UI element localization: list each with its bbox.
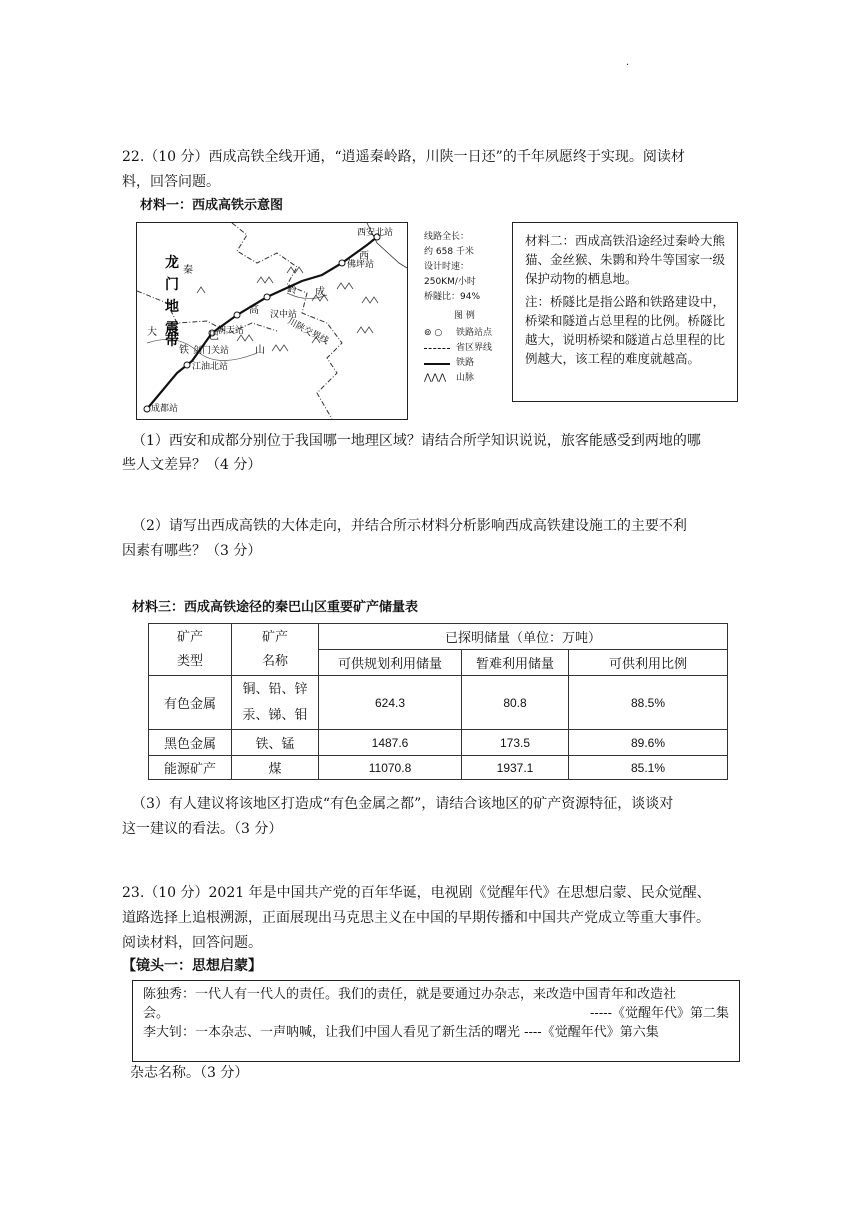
legend-item xyxy=(424,326,510,341)
map-region-label: 铁 xyxy=(179,345,189,356)
map-station-label: 佛坪站 xyxy=(347,260,375,270)
q22-sub2-line1: （2）请写出西成高铁的大体走向，并结合所示材料分析影响西成高铁建设施工的主要不利 xyxy=(132,518,687,534)
q22-line2: 料，回答问题。 xyxy=(122,174,220,190)
cell-value: 1937.1 xyxy=(462,756,569,780)
map-info xyxy=(424,230,510,386)
cell-type: 有色金属 xyxy=(149,676,232,730)
map-region-label: 西 xyxy=(359,251,369,262)
mountain-icon: ⋀⋀⋀ xyxy=(424,373,447,383)
legend-label: 省区界线 xyxy=(456,343,493,353)
map-station-label: 汉中站 xyxy=(270,310,298,320)
quote1-end: 会。 xyxy=(143,1006,170,1021)
railway-line-icon xyxy=(424,363,450,365)
cell-name: 煤 xyxy=(232,756,319,780)
map-region-label: 秦 xyxy=(183,265,193,276)
cell-value: 624.3 xyxy=(319,676,462,730)
material1-title: 材料一：西成高铁示意图 xyxy=(140,198,284,213)
map-region-label: 巴 xyxy=(209,331,219,342)
map-region-label: 带 xyxy=(165,333,179,349)
map-info-line: 250KM/小时 xyxy=(424,277,476,287)
q22-sub3-line2: 这一建议的看法。（3 分） xyxy=(122,821,283,837)
map-station-label: 江油北站 xyxy=(192,362,229,372)
cell-value: 80.8 xyxy=(462,676,569,730)
minerals-table xyxy=(148,623,728,780)
material2-box xyxy=(512,222,738,402)
table-row xyxy=(149,756,728,780)
legend-item xyxy=(424,371,510,386)
map-region-label: 山 xyxy=(255,345,265,356)
cell-name: 铁、锰 xyxy=(232,730,319,756)
map-station-label: 剑门关站 xyxy=(193,346,230,356)
map-region-label: 地 xyxy=(165,299,179,315)
map-region-label: 川陕交界线 xyxy=(285,316,331,347)
q22-line1: 22.（10 分）西成高铁全线开通，“逍遥秦岭路，川陕一日还”的千年夙愿终于实现。阅读材 xyxy=(122,149,685,165)
legend-item xyxy=(424,341,510,356)
map-info-line: 设计时速： xyxy=(424,262,470,272)
legend-label: 山脉 xyxy=(456,373,475,383)
q23-line1: 23.（10 分）2021 年是中国共产党的百年华诞，电视剧《觉醒年代》在思想启蒙、民众觉醒、 xyxy=(122,885,711,901)
table-row xyxy=(149,676,728,730)
map-station-label: 西安北站 xyxy=(357,228,394,238)
map-region-label: 岭 xyxy=(287,285,297,296)
cell-type: 能源矿产 xyxy=(149,756,232,780)
map-region-label: 大 xyxy=(147,327,157,338)
q22-sub2-line2: 因素有哪些？（3 分） xyxy=(122,543,262,559)
table-row xyxy=(149,730,728,756)
quote-box xyxy=(132,980,740,1062)
railway-map-drawing xyxy=(137,223,407,419)
map-info-line: 桥隧比：94% xyxy=(424,292,481,302)
cell-value: 173.5 xyxy=(462,730,569,756)
legend-item xyxy=(424,356,510,371)
railway-map xyxy=(136,222,408,420)
map-region-label: 成 xyxy=(315,287,325,298)
q22-sub3-line1: （3）有人建议将该地区打造成“有色金属之都”，请结合该地区的矿产资源特征，谈谈对 xyxy=(132,796,674,812)
map-region-label: 龙 xyxy=(165,255,179,271)
material2-text: 材料二：西成高铁沿途经过秦岭大熊猫、金丝猴、朱鹮和羚牛等国家一级保护动物的栖息地。 xyxy=(525,233,726,286)
header-col: 可供利用比例 xyxy=(569,650,728,676)
cell-value: 1487.6 xyxy=(319,730,462,756)
map-region-label: 高 xyxy=(249,305,259,316)
cell-value: 11070.8 xyxy=(319,756,462,780)
quote2-line: 李大钊：一本杂志、一声呐喊，让我们中国人看见了新生活的曙光 ----《觉醒年代》第六集 xyxy=(143,1025,659,1040)
header-reserve: 已探明储量（单位：万吨） xyxy=(319,624,728,650)
quote1-source: -----《觉醒年代》第二集 xyxy=(590,1006,729,1021)
shot1-title: 【镜头一：思想启蒙】 xyxy=(122,958,262,974)
q23-footer-line: 杂志名称。（3 分） xyxy=(130,1065,249,1081)
q23-line3: 阅读材料，回答问题。 xyxy=(122,935,262,951)
station-icon: ⊚ ○ xyxy=(424,328,443,338)
material3-title: 材料三：西成高铁途径的秦巴山区重要矿产储量表 xyxy=(132,600,419,615)
header-type: 矿产 类型 xyxy=(149,624,232,676)
map-region-label: 震 xyxy=(165,321,179,337)
header-name: 矿产 名称 xyxy=(232,624,319,676)
quote1-line-b xyxy=(143,1004,729,1023)
header-col: 暂难利用储量 xyxy=(462,650,569,676)
border-line-icon xyxy=(424,348,450,349)
map-station-label: 成都站 xyxy=(151,404,179,414)
q23-line2: 道路选择上追根溯源，正面展现出马克思主义在中国的早期传播和中国共产党成立等重大事件。 xyxy=(122,910,710,926)
q22-sub1-line2: 些人文差异？（4 分） xyxy=(122,457,262,473)
quote1-line-a: 陈独秀：一代人有一代人的责任。我们的责任，就是要通过办杂志，来改造中国青年和改造社 xyxy=(143,987,677,1002)
header-mark: . xyxy=(626,57,630,68)
map-region-label: 门 xyxy=(165,277,179,293)
header-col: 可供规划利用储量 xyxy=(319,650,462,676)
map-station-label: 朝天站 xyxy=(217,326,245,336)
q22-sub1-line1: （1）西安和成都分别位于我国哪一地理区域？请结合所学知识说说，旅客能感受到两地的哪 xyxy=(132,433,701,449)
cell-value: 88.5% xyxy=(569,676,728,730)
cell-type: 黑色金属 xyxy=(149,730,232,756)
material2-note: 注：桥隧比是指公路和铁路建设中，桥梁和隧道占总里程的比例。桥隧比越大，说明桥梁和隧道占总里程的比例越大，该工程的难度就越高。 xyxy=(525,294,726,366)
legend-label: 铁路站点 xyxy=(456,328,493,338)
cell-value: 85.1% xyxy=(569,756,728,780)
map-info-line: 线路全长： xyxy=(424,232,470,242)
legend-title: 图 例 xyxy=(454,311,475,321)
map-info-line: 约 658 千米 xyxy=(424,247,474,257)
cell-value: 89.6% xyxy=(569,730,728,756)
cell-name: 铜、铅、锌 汞、锑、钼 xyxy=(232,676,319,730)
legend-label: 铁路 xyxy=(456,358,475,368)
